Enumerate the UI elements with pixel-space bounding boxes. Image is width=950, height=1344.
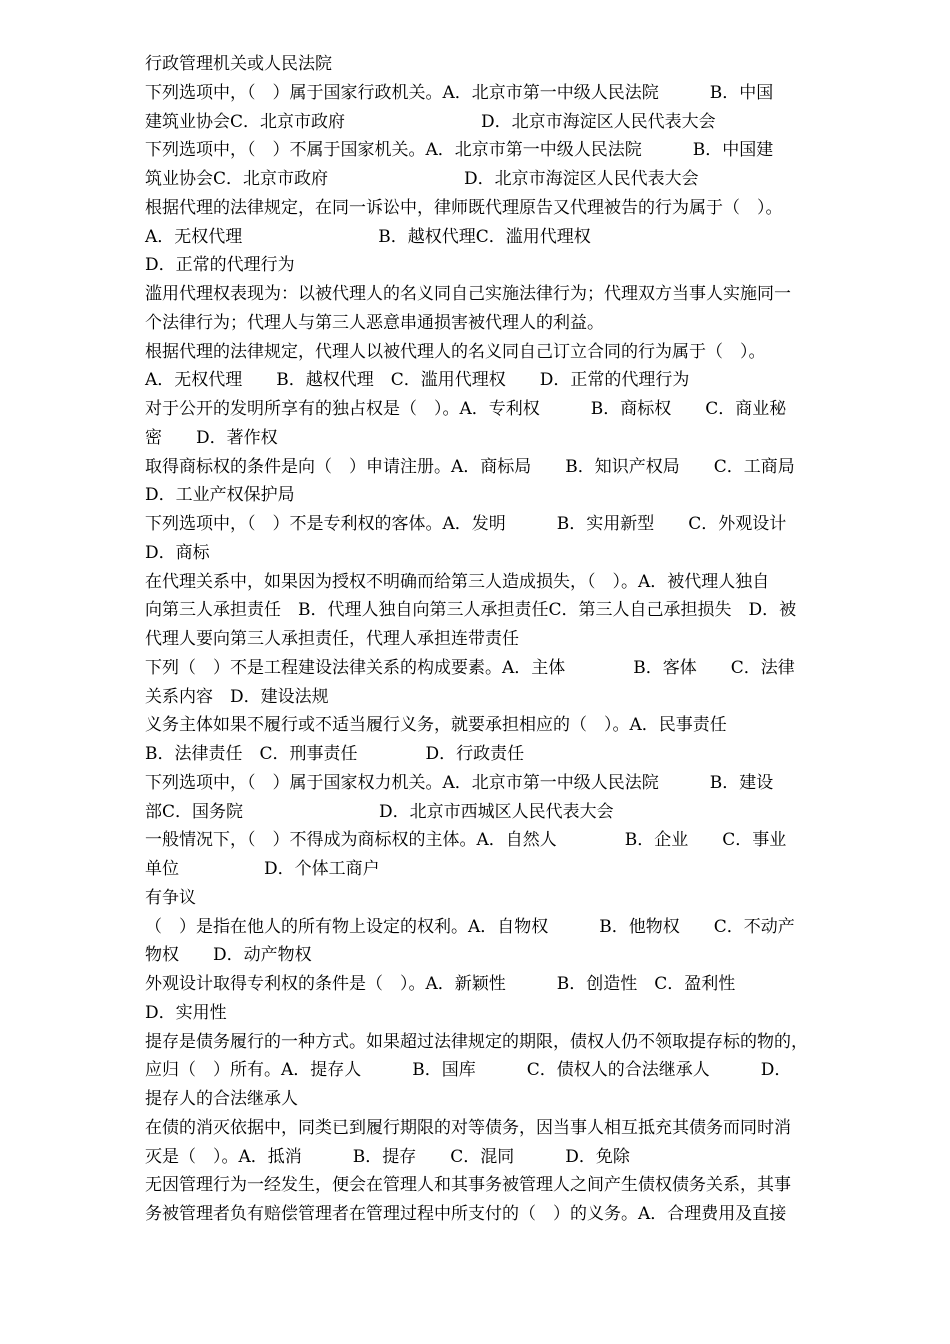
- text-line: 下列选项中，（ ）属于国家权力机关。A．北京市第一中级人民法院 B．建设: [145, 772, 774, 793]
- text-line: 应归（ ）所有。A．提存人 B．国库 C．债权人的合法继承人 D．: [145, 1060, 792, 1081]
- text-line: 有争议: [145, 887, 196, 908]
- text-line: 下列选项中，（ ）不属于国家机关。A．北京市第一中级人民法院 B．中国建: [145, 140, 774, 161]
- text-line: D．正常的代理行为: [145, 255, 295, 276]
- text-line: 提存人的合法继承人: [145, 1089, 298, 1109]
- text-line: A．无权代理 B．越权代理C．滥用代理权: [145, 226, 591, 247]
- text-line: 根据代理的法律规定，在同一诉讼中，律师既代理原告又代理被告的行为属于（ ）。: [145, 197, 783, 218]
- text-line: 提存是债务履行的一种方式。如果超过法律规定的期限，债权人仍不领取提存标的物的，: [145, 1031, 808, 1052]
- text-line: 筑业协会C．北京市政府 D．北京市海淀区人民代表大会: [145, 169, 699, 189]
- text-line: 根据代理的法律规定，代理人以被代理人的名义同自己订立合同的行为属于（ ）。: [145, 341, 766, 362]
- text-line: A．无权代理 B．越权代理 C．滥用代理权 D．正常的代理行为: [145, 370, 690, 391]
- text-line: 行政管理机关或人民法院: [145, 54, 332, 74]
- text-line: 建筑业协会C．北京市政府 D．北京市海淀区人民代表大会: [145, 111, 716, 132]
- text-line: （ ）是指在他人的所有物上设定的权利。A．自物权 B．他物权 C．不动产: [145, 916, 795, 937]
- text-line: 部C．国务院 D．北京市西城区人民代表大会: [145, 801, 614, 822]
- text-line: 务被管理者负有赔偿管理者在管理过程中所支付的（ ）的义务。A．合理费用及直接: [145, 1204, 787, 1224]
- text-line: 下列选项中，（ ）不是专利权的客体。A．发明 B．实用新型 C．外观设计: [145, 514, 787, 534]
- text-line: D．实用性: [145, 1002, 227, 1023]
- text-line: 外观设计取得专利权的条件是（ ）。A．新颖性 B．创造性 C．盈利性: [145, 974, 736, 994]
- text-line: 下列（ ）不是工程建设法律关系的构成要素。A．主体 B．客体 C．法律: [145, 657, 795, 678]
- text-line: 一般情况下，（ ）不得成为商标权的主体。A．自然人 B．企业 C．事业: [145, 830, 787, 851]
- text-line: 滥用代理权表现为：以被代理人的名义同自己实施法律行为；代理双方当事人实施同一: [145, 284, 791, 304]
- text-line: 密 D．著作权: [145, 427, 278, 448]
- text-line: 在债的消灭依据中，同类已到履行期限的对等债务，因当事人相互抵充其债务而同时消: [145, 1117, 791, 1138]
- text-line: B．法律责任 C．刑事责任 D．行政责任: [145, 744, 525, 764]
- text-line: 取得商标权的条件是向（ ）申请注册。A．商标局 B．知识产权局 C．工商局: [145, 456, 795, 477]
- text-line: 在代理关系中，如果因为授权不明确而给第三人造成损失，（ ）。A．被代理人独自: [145, 571, 770, 592]
- text-line: 单位 D．个体工商户: [145, 859, 380, 879]
- text-line: 向第三人承担责任 B．代理人独自向第三人承担责任C．第三人自己承担损失 D．被: [145, 600, 797, 621]
- text-line: 灭是（ ）。A．抵消 B．提存 C．混同 D．免除: [145, 1146, 630, 1167]
- text-line: 关系内容 D．建设法规: [145, 686, 329, 707]
- text-line: 义务主体如果不履行或不适当履行义务，就要承担相应的（ ）。A．民事责任: [145, 715, 727, 736]
- question-text-body: [145, 50, 885, 1229]
- text-line: D．商标: [145, 542, 210, 563]
- text-line: 物权 D．动产物权: [145, 945, 312, 966]
- text-line: 代理人要向第三人承担责任，代理人承担连带责任: [145, 629, 519, 649]
- text-line: 对于公开的发明所享有的独占权是（ ）。A．专利权 B．商标权 C．商业秘: [145, 399, 787, 419]
- text-line: D．工业产权保护局: [145, 485, 295, 506]
- text-line: 个法律行为；代理人与第三人恶意串通损害被代理人的利益。: [145, 312, 604, 333]
- text-line: 无因管理行为一经发生，便会在管理人和其事务被管理人之间产生债权债务关系，其事: [145, 1175, 791, 1196]
- text-line: 下列选项中，（ ）属于国家行政机关。A．北京市第一中级人民法院 B．中国: [145, 82, 774, 103]
